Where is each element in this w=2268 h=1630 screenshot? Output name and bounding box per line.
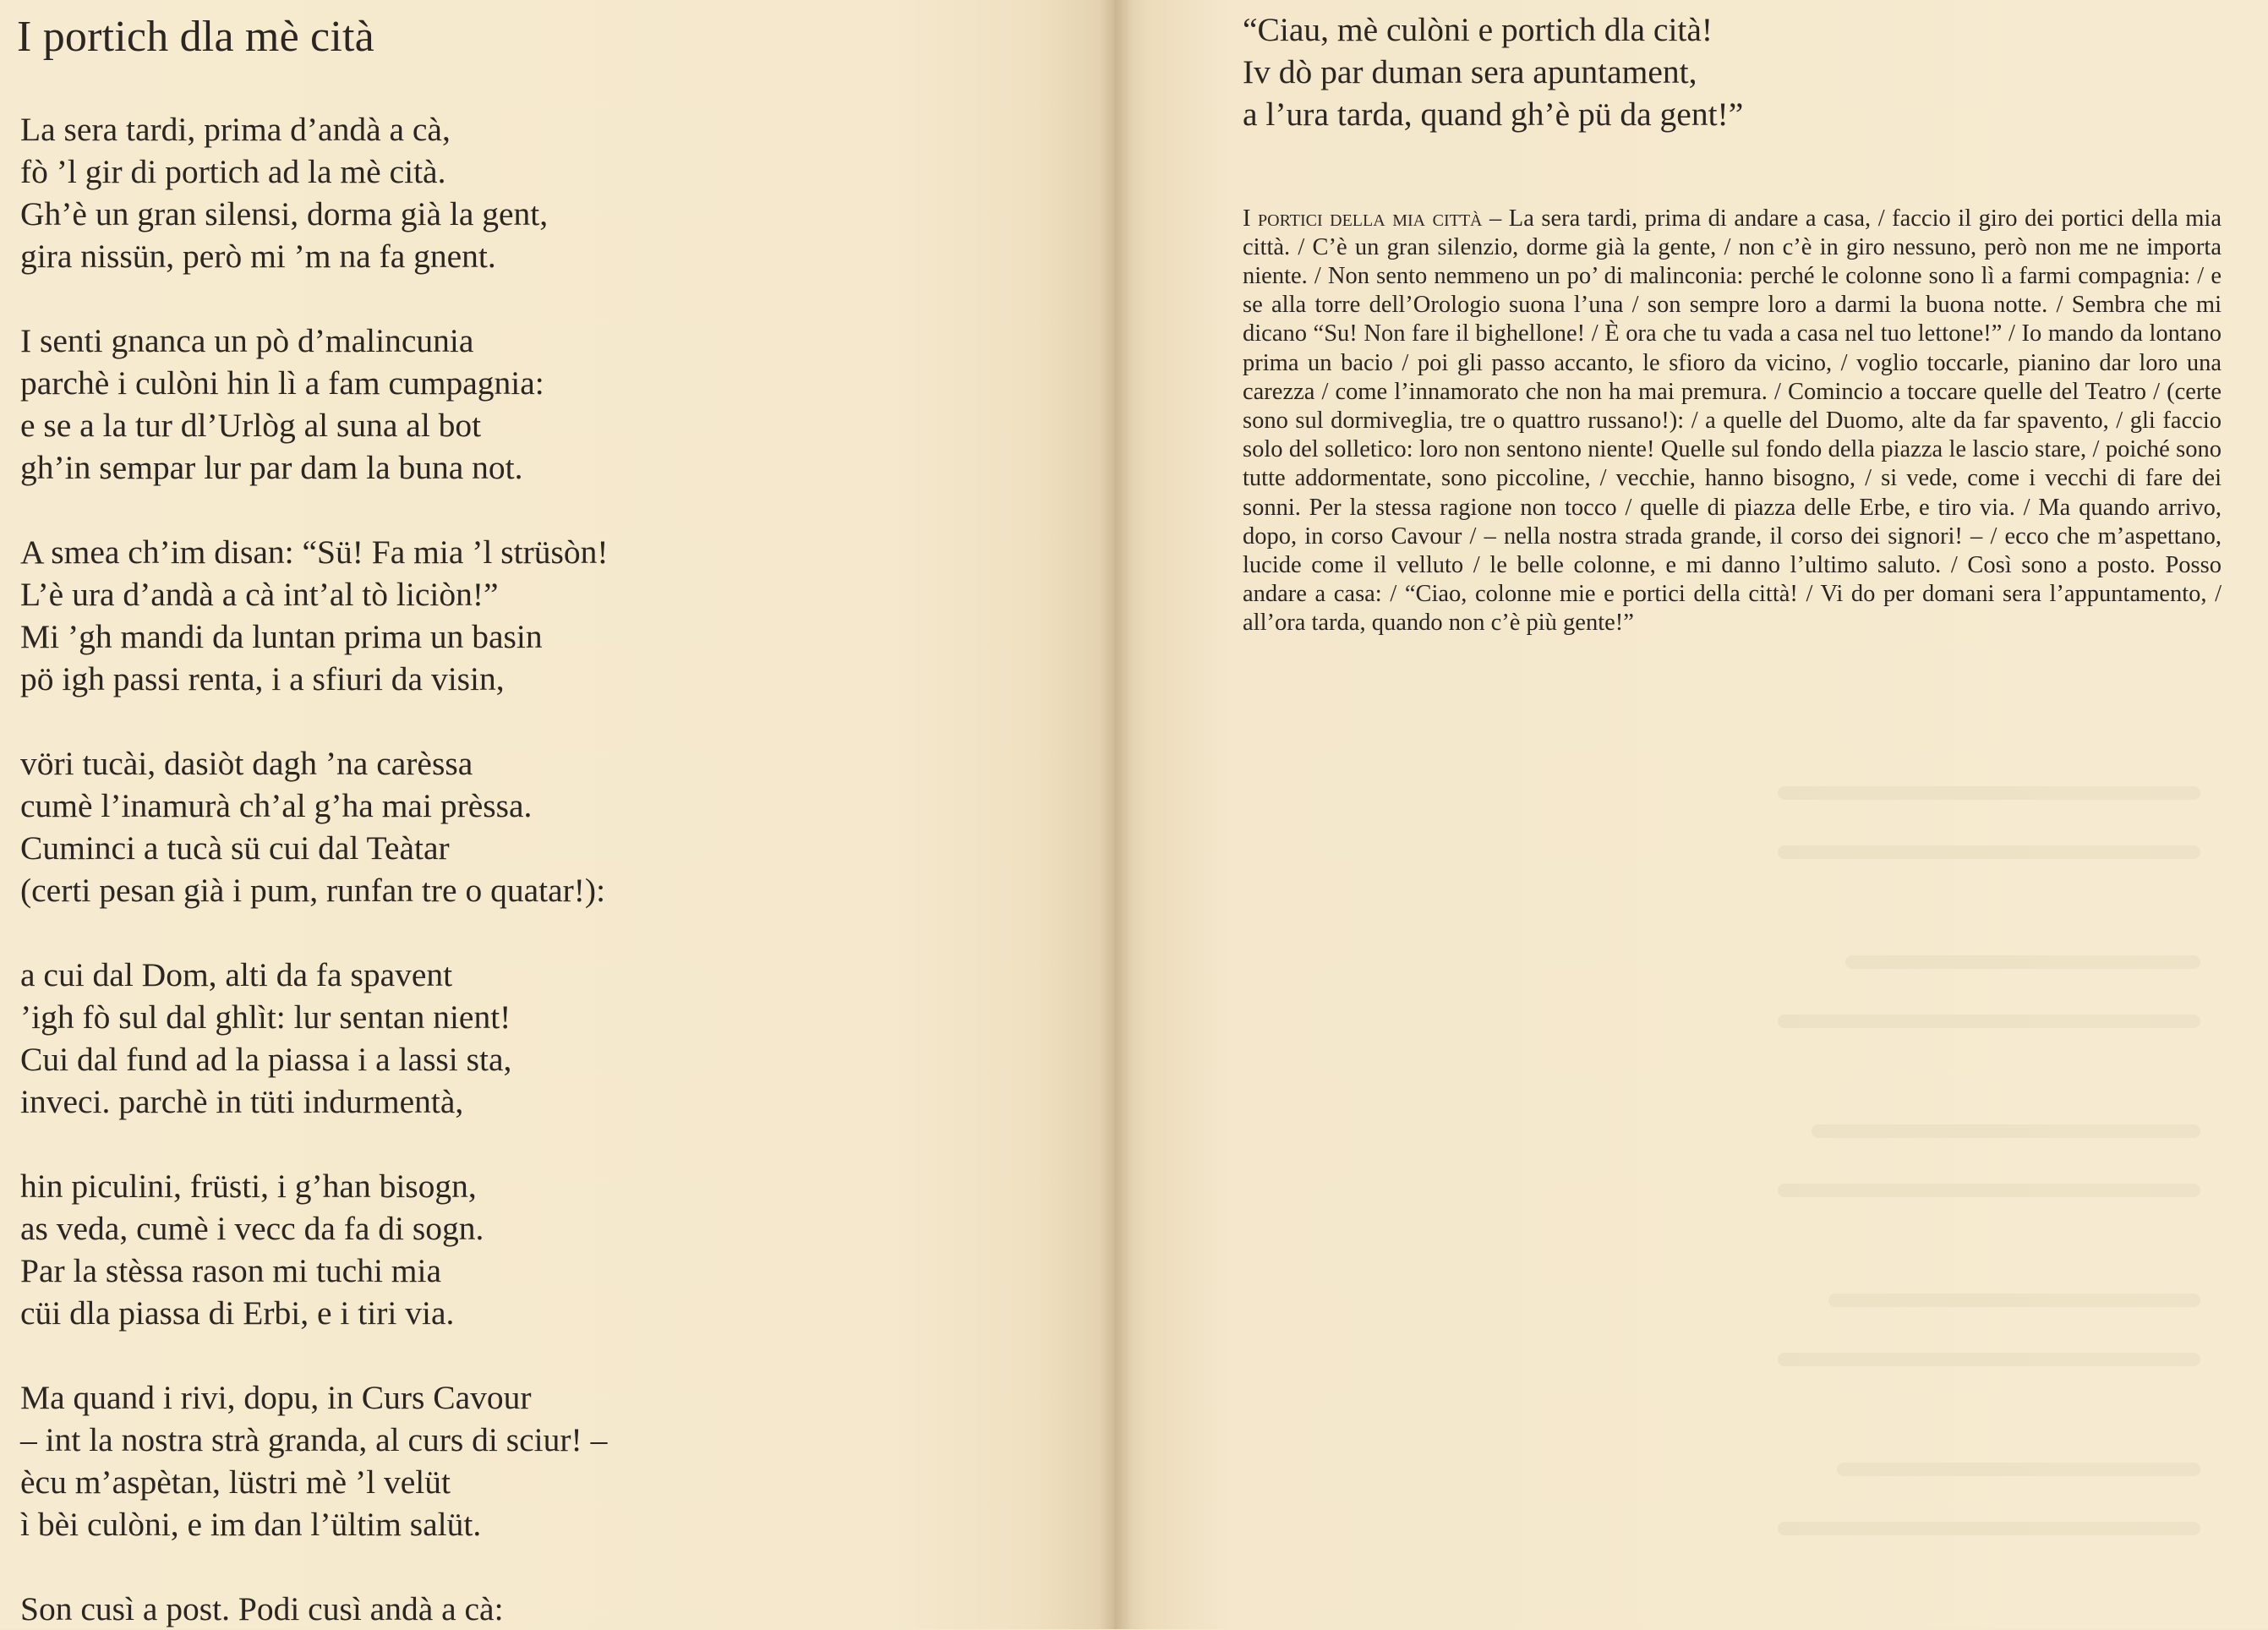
- translation-text: La sera tardi, prima di andare a casa, / faccio il giro dei portici della mia città. / C’è un gran silenzio, dorme già la gente, / non c’è in giro nessuno, però non me ne importa niente. / Non sento nemmeno un po’ di malinconia: perché le colonne sono lì a farmi compagnia: / e se alla torre dell’Orologio suona l’una / son sempre loro a darmi la buona notte. / Sembra che mi dicano “Su! Non fare il bighellone! / È ora che tu vada a casa nel tuo lettone!” / Io mando da lontano prima un bacio / poi gli passo accanto, le sfioro da vicino, / voglio toccarle, pianino dar loro una carezza / come l’innamorato che non ha mai premura. / Comincio a toccare quelle del Teatro / (certe sono sul dormiveglia, tre o quattro russano!): / a quelle del Duomo, alte da far spavento, / gli faccio solo del solletico: loro non sentono niente! Quelle sul fondo della piazza le lascio stare, / poiché sono tutte addormentate, sono piccoline, / vecchie, hanno bisogno, / si vede, come i vecchi di fare dei sonni. Per la stessa ragione non tocco / quelle di piazza delle Erbe, e tiro via. / Ma quando arrivo, dopo, in corso Cavour / – nella nostra strada grande, il corso dei signori! – / ecco che m’aspettano, lucide come il velluto / le belle colonne, e mi danno l’ultimo saluto. / Così sono a posto. Posso andare a casa: / “Ciao, colonne mie e portici della città! / Vi do per domani sera l’appuntamento, / all’ora tarda, quando non c’è più gente!”: [1243, 205, 2222, 637]
- stanza: [20, 742, 1035, 911]
- translation-dash: –: [1482, 205, 1509, 232]
- poem-line: cumè l’inamurà ch’al g’ha mai prèssa.: [20, 787, 533, 824]
- poem-title: I portich dla mè cità: [17, 13, 374, 61]
- book-gutter: [1099, 0, 1133, 1629]
- poem-line: Ma quand i rivi, dopu, in Curs Cavour: [20, 1379, 532, 1416]
- poem-line: Gh’è un gran silensi, dorma già la gent,: [20, 195, 549, 232]
- stanza: [20, 108, 1035, 277]
- poem-line: Cui dal fund ad la piassa i a lassi sta,: [20, 1041, 512, 1078]
- poem-line: ì bèi culòni, e im dan l’ültim salüt.: [20, 1506, 482, 1543]
- poem-line: gh’in sempar lur par dam la buna not.: [20, 449, 523, 486]
- poem-line: Iv dò par duman sera apuntament,: [1243, 53, 1697, 90]
- stanza: [20, 954, 1035, 1123]
- poem-line: L’è ura d’andà a cà int’al tò liciòn!”: [20, 576, 499, 613]
- poem-line: a cui dal Dom, alti da fa spavent: [20, 956, 453, 993]
- poem-line: parchè i culòni hin lì a fam cumpagnia:: [20, 364, 544, 402]
- poem-line: gira nissün, però mi ’m na fa gnent.: [20, 238, 496, 275]
- poem-line: Cuminci a tucà sü cui dal Teàtar: [20, 829, 450, 867]
- poem-body: [20, 108, 1035, 1630]
- poem-line: e se a la tur dl’Urlòg al suna al bot: [20, 407, 482, 444]
- translation-title: I portici della mia città: [1243, 205, 1483, 232]
- poem-line: pö igh passi renta, i a sfiuri da visin,: [20, 660, 505, 697]
- poem-line: Son cusì a post. Podi cusì andà a cà:: [20, 1590, 504, 1627]
- poem-line: hin piculini, früsti, i g’han bisogn,: [20, 1168, 477, 1205]
- poem-line: I senti gnanca un pò d’malincunia: [20, 322, 474, 359]
- poem-line: “Ciau, mè culòni e portich dla cità!: [1243, 11, 1713, 48]
- poem-line: inveci. parchè in tüti indurmentà,: [20, 1083, 464, 1120]
- stanza: [20, 1165, 1035, 1334]
- poem-line: as veda, cumè i vecc da fa di sogn.: [20, 1210, 484, 1247]
- poem-line: (certi pesan già i pum, runfan tre o quatar!):: [20, 872, 606, 909]
- stanza: [20, 1588, 1035, 1630]
- poem-line: Mi ’gh mandi da luntan prima un basin: [20, 618, 543, 655]
- italian-translation: [1243, 205, 2222, 638]
- stanza: [20, 1376, 1035, 1545]
- poem-line: A smea ch’im disan: “Sü! Fa mia ’l strüsòn!: [20, 533, 609, 571]
- poem-line: a l’ura tarda, quand gh’è pü da gent!”: [1243, 96, 1744, 133]
- poem-line: ’igh fò sul dal ghlìt: lur sentan nient!: [20, 998, 511, 1036]
- stanza: [20, 320, 1035, 489]
- closing-stanza: [1243, 8, 2215, 135]
- poem-line: ècu m’aspètan, lüstri mè ’l velüt: [20, 1463, 451, 1501]
- poem-line: – int la nostra strà granda, al curs di sciur! –: [20, 1421, 608, 1458]
- poem-line: fò ’l gir di portich ad la mè cità.: [20, 153, 446, 190]
- poem-line: Par la stèssa rason mi tuchi mia: [20, 1252, 442, 1289]
- poem-line: vöri tucài, dasiòt dagh ’na carèssa: [20, 745, 473, 782]
- stanza: [20, 531, 1035, 700]
- poem-line: La sera tardi, prima d’andà a cà,: [20, 111, 451, 148]
- poem-line: cüi dla piassa di Erbi, e i tiri via.: [20, 1294, 455, 1332]
